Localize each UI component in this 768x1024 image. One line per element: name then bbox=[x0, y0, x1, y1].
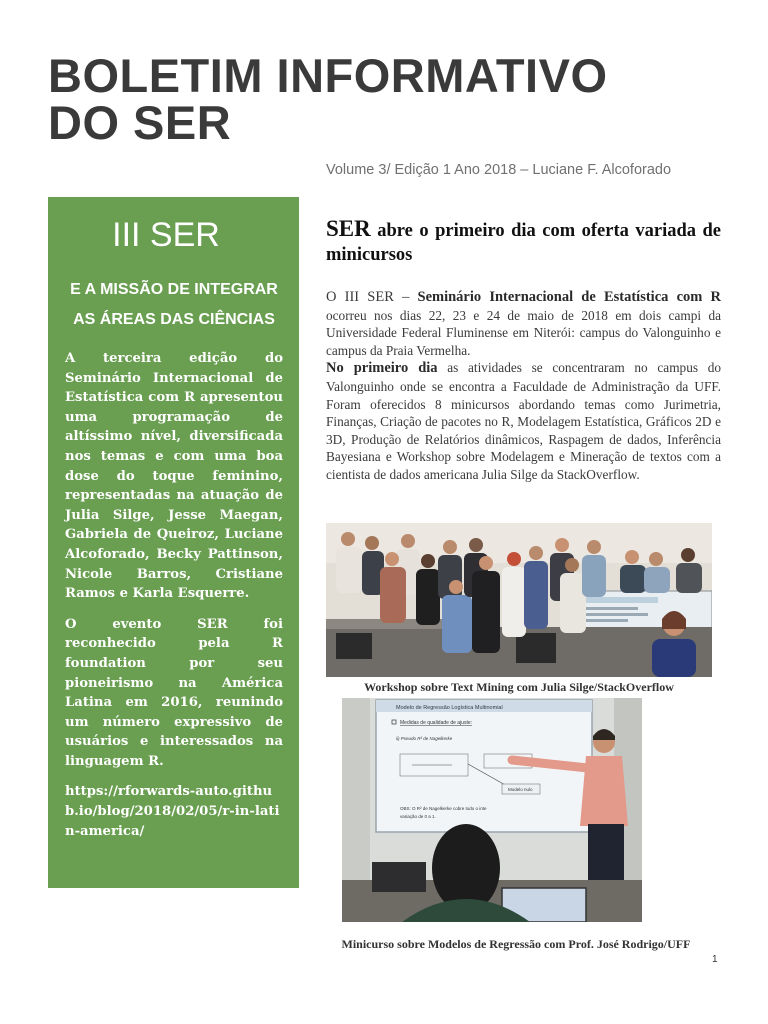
article-headline bbox=[326, 217, 721, 267]
p1-rest: ocorreu nos dias 22, 23 e 24 de maio de 2018 em dois campi da Universidade Federal Fluminense em Niterói: campus do Valonguinho e campus da Praia Vermelha. bbox=[326, 307, 721, 358]
article-paragraph-1 bbox=[326, 288, 721, 359]
article-paragraph-2 bbox=[326, 359, 721, 483]
sidebar-subtitle: E A MISSÃO DE INTEGRAR AS ÁREAS DAS CIÊNCIAS bbox=[70, 281, 278, 328]
title-line-1: BOLETIM INFORMATIVO bbox=[48, 49, 608, 102]
sidebar-link[interactable]: https://rforwards-auto.github.io/blog/2018/02/05/r-in-latin-america/ bbox=[65, 784, 280, 839]
p2-bold: No primeiro dia bbox=[326, 360, 438, 377]
sidebar-title: III SER bbox=[112, 216, 220, 254]
article-body bbox=[326, 288, 721, 484]
slide-note-2: variação de 0 a 1. bbox=[400, 814, 436, 819]
sidebar-paragraph-2: O evento SER foi reconhecido pela R foundation por seu pioneirismo na América Latina em 2016, reunindo um número expressivo de usuários e interessados na linguagem R. bbox=[65, 616, 283, 769]
slide-title: Modelo de Regressão Logística Multinomial bbox=[396, 705, 503, 711]
headline-lead: SER bbox=[326, 216, 371, 241]
newsletter-title bbox=[48, 49, 728, 149]
sidebar-panel bbox=[48, 197, 299, 888]
slide-bullet: Medidas de qualidade de ajuste: bbox=[400, 720, 472, 726]
slide-box-label: Modelo nulo bbox=[508, 787, 533, 792]
p1-bold: Seminário Internacional de Estatística com R bbox=[417, 289, 721, 305]
photo-caption-2: Minicurso sobre Modelos de Regressão com Prof. José Rodrigo/UFF bbox=[341, 937, 691, 951]
sidebar-paragraph-1: A terceira edição do Seminário Internacional de Estatística com R apresentou uma programação de altíssimo nível, diversificada nos temas e com uma boa dose do toque feminino, representadas na atuação de Julia Silge, Jesse Maegan, Gabriela de Queiroz, Luciane Alcoforado, Becky Pattinson, Nicole Barros, Cristiane Ramos e Karla Esquerre. bbox=[65, 351, 283, 602]
p1-lead: O III SER – bbox=[326, 289, 418, 305]
slide-note-1: OBS: O R² de Nagelkerke cobre todo o inte bbox=[400, 806, 487, 811]
minicourse-photo bbox=[342, 698, 642, 922]
p2-rest: as atividades se concentraram no campus do Valonguinho onde se encontra a Faculdade de Administração da UFF. Foram oferecidos 8 minicursos abordando temas como Jurimetria, Finanças, Criação de pacotes no R, Modelagem Estatística, Gráficos 2D e 3D, Produção de Relatórios dinâmicos, Raspagem de dados, Inferência Bayesiana e Workshop sobre Modelagem e Mineração de textos com a cientista de dados americana Julia Silge da StackOverflow. bbox=[326, 360, 722, 482]
title-line-2: DO SER bbox=[48, 96, 232, 149]
page-number: 1 bbox=[712, 954, 718, 965]
photo-caption-1: Workshop sobre Text Mining com Julia Silge/StackOverflow bbox=[364, 680, 674, 694]
volume-info: Volume 3/ Edição 1 Ano 2018 – Luciane F. Alcoforado bbox=[326, 162, 672, 178]
workshop-group-photo bbox=[326, 523, 712, 677]
headline-rest: abre o primeiro dia com oferta variada de minicursos bbox=[326, 221, 721, 265]
slide-subitem: ii) Pseudo R² de Nagelkerke bbox=[396, 736, 453, 741]
